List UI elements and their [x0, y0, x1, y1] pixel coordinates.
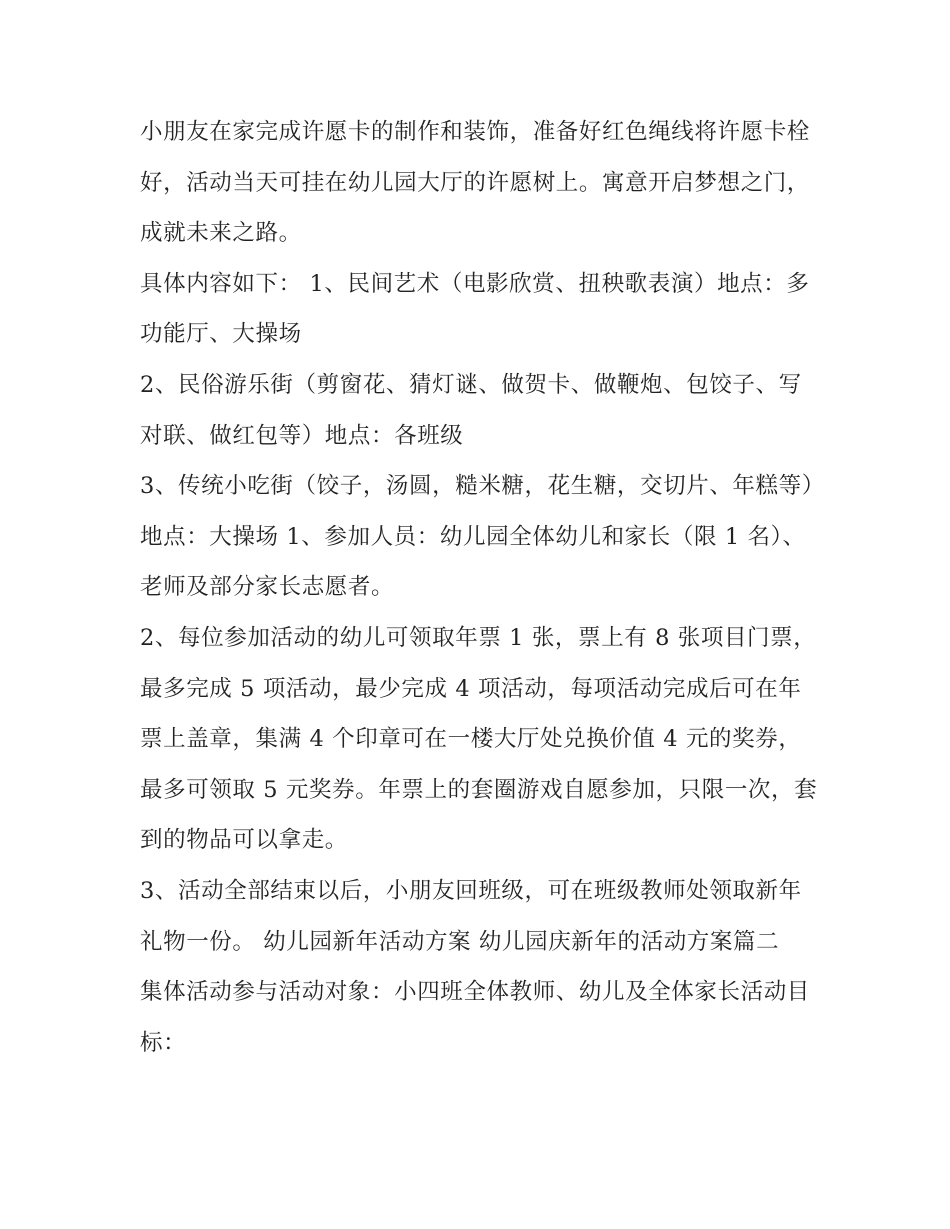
paragraph-group-activity: 集体活动参与活动对象：小四班全体教师、幼儿及全体家长活动目标： [140, 979, 810, 1056]
paragraph-activity-end: 3、活动全部结束以后，小朋友回班级，可在班级教师处领取新年礼物一份。 幼儿园新年活动方案 幼儿园庆新年的活动方案篇二 [140, 877, 802, 955]
paragraph-contents-folk-art: 具体内容如下： 1、民间艺术（电影欣赏、扭秧歌表演）地点：多功能厅、大操场 [140, 270, 810, 348]
paragraph-wish-card: 小朋友在家完成许愿卡的制作和装饰，准备好红色绳线将许愿卡栓好，活动当天可挂在幼儿园大厅的许愿树上。寓意开启梦想之门，成就未来之路。 [140, 119, 810, 247]
paragraph-new-year-ticket: 2、每位参加活动的幼儿可领取年票 1 张，票上有 8 张项目门票，最多完成 5 项活动，最少完成 4 项活动，每项活动完成后可在年票上盖章，集满 4 个印章可在一楼大厅处兑换价值 4 元的奖券，最多可领取 5 元奖券。年票上的套圈游戏自愿参加，只限一次，套到的物品可以拿走。 [140, 624, 818, 854]
document-body [140, 107, 820, 1068]
paragraph-folk-games-street: 2、民俗游乐街（剪窗花、猜灯谜、做贺卡、做鞭炮、包饺子、写对联、做红包等）地点：各班级 [140, 371, 802, 449]
paragraph-snack-street-participants: 3、传统小吃街（饺子，汤圆，糙米糖，花生糖，交切片、年糕等）地点：大操场 1、参加人员：幼儿园全体幼儿和家长（限 1 名）、老师及部分家长志愿者。 [140, 473, 814, 601]
